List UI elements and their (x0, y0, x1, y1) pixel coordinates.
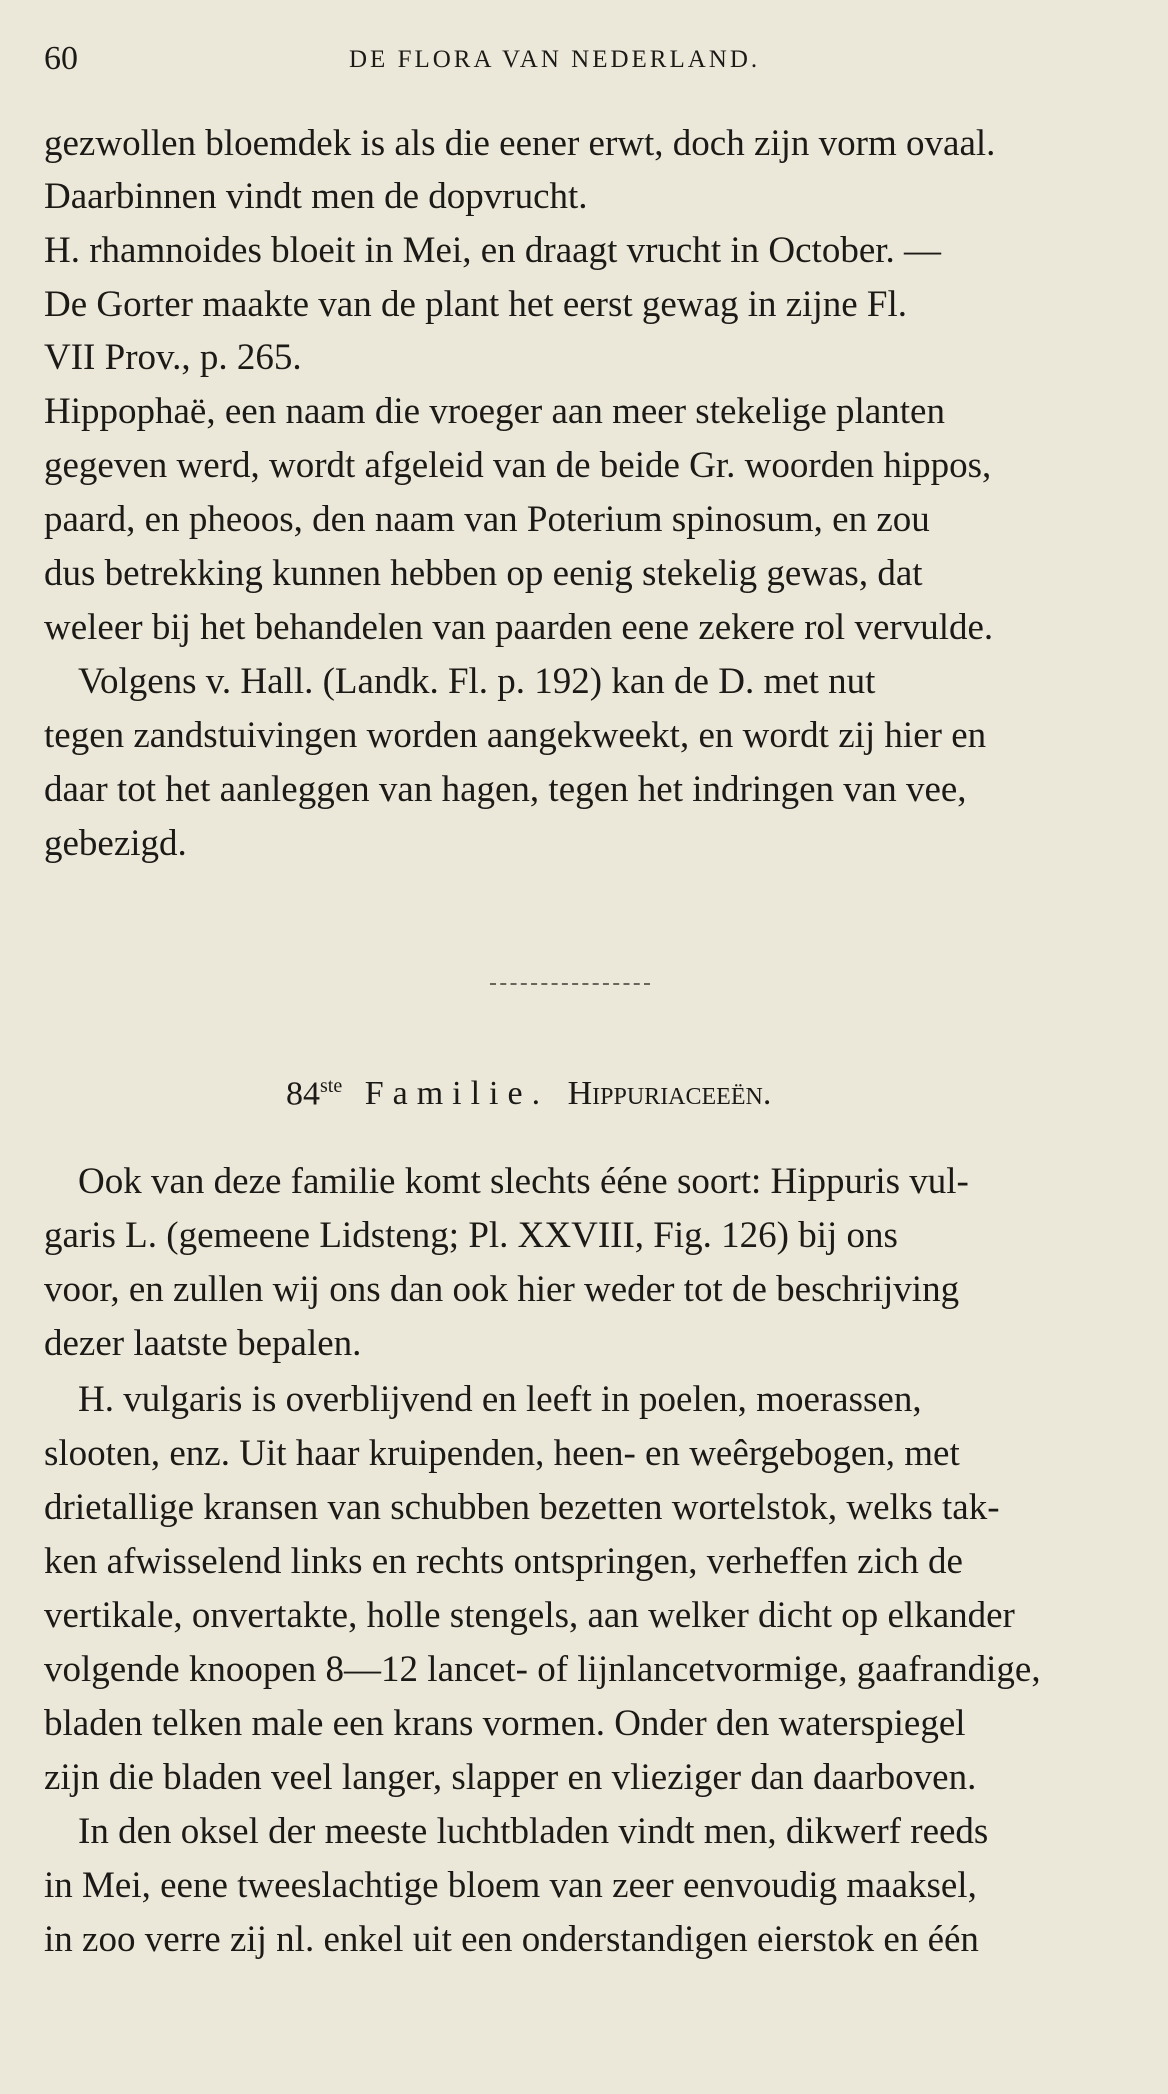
text-line: paard, en pheoos, den naam van Poterium spinosum, en zou (44, 499, 930, 540)
text-line: bladen telken male een krans vormen. Onder den waterspiegel (44, 1703, 966, 1744)
text-line: Ook van deze familie komt slechts ééne soort: Hippuris vul- (78, 1161, 969, 1202)
text-line: De Gorter maakte van de plant het eerst gewag in zijne Fl. (44, 284, 908, 325)
text-line: Volgens v. Hall. (Landk. Fl. p. 192) kan de D. met nut (78, 661, 876, 702)
text-line: garis L. (gemeene Lidsteng; Pl. XXVIII, Fig. 126) bij ons (44, 1215, 898, 1256)
text-line: VII Prov., p. 265. (44, 337, 302, 378)
page-header (44, 40, 1124, 80)
text-line: gegeven werd, wordt afgeleid van de beide Gr. woorden hippos, (44, 445, 992, 486)
text-line: dezer laatste bepalen. (44, 1323, 362, 1364)
family-number: 84 (286, 1075, 320, 1113)
text-line: daar tot het aanleggen van hagen, tegen het indringen van vee, (44, 769, 967, 810)
text-line: voor, en zullen wij ons dan ook hier weder tot de beschrijving (44, 1269, 960, 1310)
text-line: gezwollen bloemdek is als die eener erwt, doch zijn vorm ovaal. (44, 123, 996, 164)
text-line: H. rhamnoides bloeit in Mei, en draagt vrucht in October. — (44, 230, 942, 271)
text-line: tegen zandstuivingen worden aangekweekt, en wordt zij hier en (44, 715, 987, 756)
section-divider (490, 983, 650, 985)
text-line: in zoo verre zij nl. enkel uit een onderstandigen eierstok en één (44, 1919, 979, 1960)
text-line: volgende knoopen 8—12 lancet- of lijnlancetvormige, gaafrandige, (44, 1649, 1041, 1690)
text-line: dus betrekking kunnen hebben op eenig stekelig gewas, dat (44, 553, 923, 594)
text-line: in Mei, eene tweeslachtige bloem van zeer eenvoudig maaksel, (44, 1865, 977, 1906)
text-line: Hippophaë, een naam die vroeger aan meer stekelige planten (44, 391, 945, 432)
text-line: weleer bij het behandelen van paarden eene zekere rol vervulde. (44, 607, 994, 648)
running-head: DE FLORA VAN NEDERLAND. (349, 46, 761, 73)
text-line: Daarbinnen vindt men de dopvrucht. (44, 176, 588, 217)
text-line: H. vulgaris is overblijvend en leeft in poelen, moerassen, (78, 1379, 922, 1420)
page-number: 60 (44, 40, 78, 77)
text-line: gebezigd. (44, 823, 187, 864)
family-heading (286, 1075, 771, 1113)
family-name: Hippuriaceeën. (567, 1075, 772, 1113)
family-word: Familie. (364, 1075, 550, 1113)
text-line: slooten, enz. Uit haar kruipenden, heen- en weêrgebogen, met (44, 1433, 960, 1474)
family-ordinal-suffix: ste (320, 1075, 343, 1097)
text-line: zijn die bladen veel langer, slapper en vlieziger dan daarboven. (44, 1757, 977, 1798)
text-line: In den oksel der meeste luchtbladen vindt men, dikwerf reeds (78, 1811, 989, 1852)
text-line: vertikale, onvertakte, holle stengels, aan welker dicht op elkander (44, 1595, 1015, 1636)
text-line: drietallige kransen van schubben bezetten wortelstok, welks tak- (44, 1487, 1000, 1528)
text-line: ken afwisselend links en rechts ontspringen, verheffen zich de (44, 1541, 963, 1582)
